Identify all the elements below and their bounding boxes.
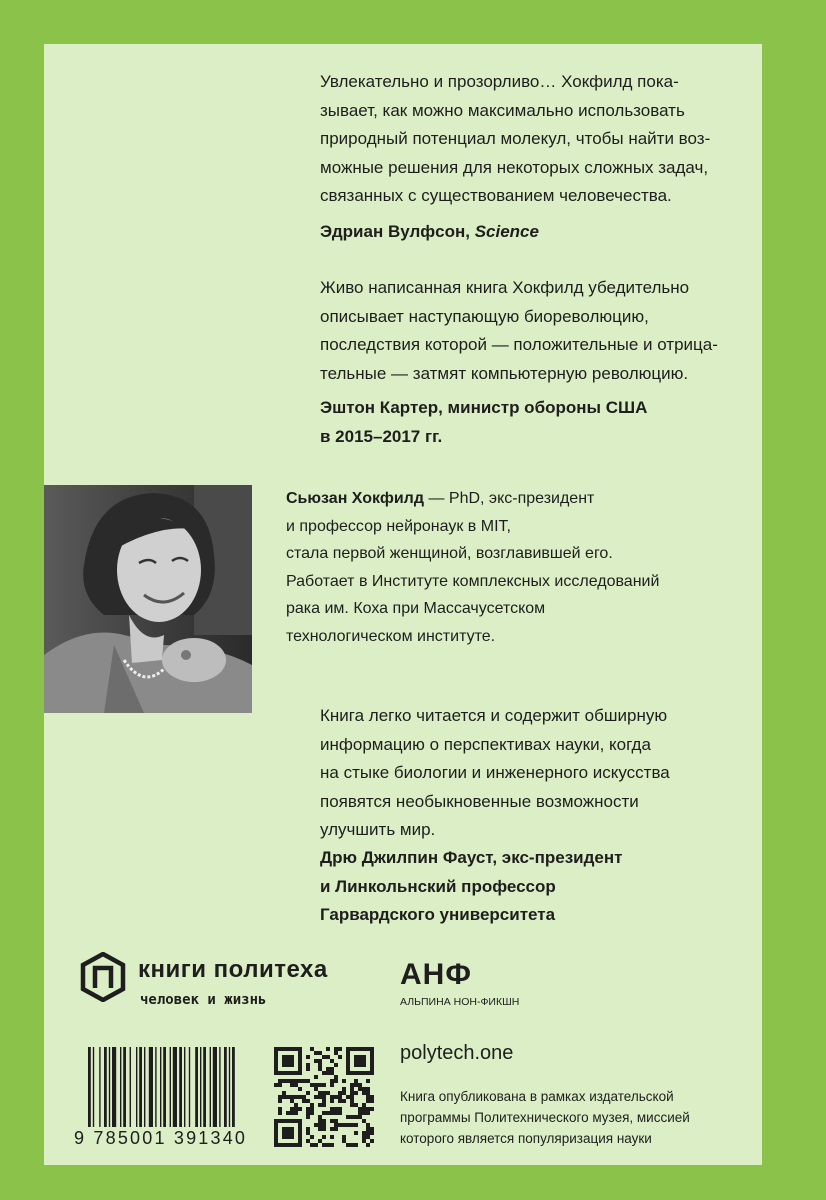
qr-module <box>326 1091 330 1095</box>
qr-module <box>334 1063 338 1067</box>
qr-module <box>314 1095 318 1099</box>
qr-module <box>294 1107 298 1111</box>
qr-module <box>366 1079 370 1083</box>
polytech-hexagon-icon <box>80 952 126 1002</box>
qr-module <box>370 1127 374 1131</box>
polytech-url[interactable]: polytech.one <box>400 1042 514 1064</box>
qr-module <box>362 1139 366 1143</box>
qr-module <box>358 1115 362 1119</box>
qr-module <box>338 1055 342 1059</box>
qr-module <box>294 1095 298 1099</box>
qr-module <box>354 1103 358 1107</box>
qr-module <box>322 1143 326 1147</box>
qr-module <box>294 1083 298 1087</box>
quote-1-line: Увлекательно и прозорливо… Хокфилд пока- <box>320 72 679 91</box>
qr-module <box>306 1067 310 1071</box>
qr-module <box>330 1083 334 1087</box>
qr-module <box>366 1111 370 1115</box>
qr-module <box>342 1079 346 1083</box>
qr-module <box>318 1067 322 1071</box>
barcode-bar <box>184 1047 185 1127</box>
author-photo <box>44 485 252 713</box>
barcode-bar <box>139 1047 142 1127</box>
barcode-bar <box>179 1047 182 1127</box>
qr-module <box>318 1115 322 1119</box>
qr-module <box>322 1119 326 1123</box>
qr-module <box>350 1099 354 1103</box>
qr-module <box>322 1095 326 1099</box>
barcode-bar <box>99 1047 100 1127</box>
quote-3 <box>320 702 760 845</box>
barcode-bar <box>229 1047 230 1127</box>
qr-module <box>338 1095 342 1099</box>
bio-first-line <box>286 485 756 513</box>
polytech-subtitle: человек и жизнь <box>140 992 267 1008</box>
barcode-bar <box>109 1047 110 1127</box>
qr-module <box>318 1123 322 1127</box>
bio-author-name: Сьюзан Хокфилд <box>286 490 424 507</box>
qr-module <box>366 1091 370 1095</box>
qr-module <box>354 1055 366 1067</box>
qr-module <box>318 1127 322 1131</box>
qr-module <box>366 1099 370 1103</box>
barcode-bar <box>144 1047 145 1127</box>
qr-module <box>294 1111 298 1115</box>
polytech-title: книги политеха <box>138 956 328 983</box>
qr-module <box>366 1143 370 1147</box>
qr-module <box>370 1099 374 1103</box>
bio-line: и профессор нейронаук в MIT, <box>286 517 511 535</box>
qr-module <box>366 1127 370 1131</box>
qr-module <box>326 1055 330 1059</box>
qr-module <box>326 1067 330 1071</box>
qr-module <box>330 1099 334 1103</box>
qr-module <box>346 1115 350 1119</box>
quote-3-line: на стыке биологии и инженерного искусства <box>320 763 670 783</box>
qr-module <box>354 1091 358 1095</box>
qr-module <box>350 1087 354 1091</box>
quote-2-author-line: Эштон Картер, министр обороны США <box>320 398 648 417</box>
qr-module <box>334 1111 338 1115</box>
qr-module <box>306 1107 310 1111</box>
qr-module <box>278 1099 282 1103</box>
qr-module <box>338 1111 342 1115</box>
qr-module <box>334 1123 338 1127</box>
quote-1 <box>320 68 760 211</box>
qr-module <box>370 1107 374 1111</box>
qr-module <box>278 1107 282 1111</box>
qr-module <box>334 1051 338 1055</box>
qr-module <box>342 1087 346 1091</box>
bio-first-line-rest: — PhD, экс-президент <box>424 490 595 507</box>
qr-module <box>354 1115 358 1119</box>
qr-module <box>354 1143 358 1147</box>
qr-module <box>318 1103 322 1107</box>
qr-module <box>342 1135 346 1139</box>
qr-module <box>282 1091 286 1095</box>
bio-line: стала первой женщиной, возглавившей его. <box>286 545 613 563</box>
bio-line: технологическом институте. <box>286 627 496 645</box>
qr-module <box>298 1095 302 1099</box>
qr-module <box>322 1083 326 1087</box>
qr-module <box>334 1119 338 1123</box>
qr-module <box>318 1095 322 1099</box>
barcode-bar <box>203 1047 206 1127</box>
qr-module <box>306 1079 310 1083</box>
quote-3-line: информацию о перспективах науки, когда <box>320 734 651 754</box>
quote-3-line: появятся необыкновенные возможности <box>320 791 639 811</box>
qr-module <box>306 1131 310 1135</box>
qr-module <box>342 1099 346 1103</box>
quote-3-author-line: Гарвардского университета <box>320 905 556 925</box>
qr-module <box>354 1079 358 1083</box>
qr-module <box>278 1095 282 1099</box>
qr-module <box>290 1079 294 1083</box>
qr-module <box>314 1143 318 1147</box>
qr-module <box>362 1131 366 1135</box>
bio-line: Работает в Институте комплексных исследований <box>286 572 660 590</box>
qr-module <box>286 1095 290 1099</box>
barcode-bar <box>200 1047 201 1127</box>
qr-module <box>282 1095 286 1099</box>
quote-3-author-line: Дрю Джилпин Фауст, экс-президент <box>320 848 623 867</box>
qr-module <box>354 1123 358 1127</box>
alpina-mark: АНФ <box>400 958 472 991</box>
qr-module <box>310 1143 314 1147</box>
qr-module <box>330 1127 334 1131</box>
qr-module <box>306 1099 310 1103</box>
qr-module <box>302 1099 306 1103</box>
qr-module <box>310 1083 314 1087</box>
qr-module <box>322 1123 326 1127</box>
qr-module <box>342 1091 346 1095</box>
barcode-bar <box>149 1047 153 1127</box>
qr-module <box>314 1083 318 1087</box>
qr-module <box>310 1103 314 1107</box>
qr-module <box>306 1111 310 1115</box>
qr-module <box>278 1083 282 1087</box>
qr-module <box>286 1079 290 1083</box>
qr-code[interactable] <box>274 1047 374 1147</box>
qr-module <box>318 1059 322 1063</box>
qr-module <box>334 1095 338 1099</box>
quote-1-author: Эдриан Вулфсон, <box>320 222 475 241</box>
qr-module <box>274 1083 278 1087</box>
qr-module <box>366 1087 370 1091</box>
qr-module <box>326 1143 330 1147</box>
qr-module <box>358 1111 362 1115</box>
barcode-bar <box>210 1047 211 1127</box>
qr-module <box>322 1055 326 1059</box>
qr-module <box>290 1083 294 1087</box>
qr-module <box>306 1127 310 1131</box>
barcode-bar <box>213 1047 217 1127</box>
barcode-bar <box>163 1047 166 1127</box>
barcode-bar <box>173 1047 177 1127</box>
quote-2-line: последствия которой — положительные и отрица- <box>320 335 718 355</box>
qr-module <box>338 1091 342 1095</box>
qr-module <box>362 1103 366 1107</box>
qr-module <box>302 1079 306 1083</box>
qr-module <box>338 1099 342 1103</box>
qr-module <box>330 1119 334 1123</box>
qr-module <box>314 1087 318 1091</box>
qr-module <box>290 1099 294 1103</box>
barcode-bar <box>93 1047 94 1127</box>
qr-module <box>338 1047 342 1051</box>
quote-2-line: Живо написанная книга Хокфилд убедительно <box>320 278 690 297</box>
quote-2-author-line: в 2015–2017 гг. <box>320 426 443 446</box>
qr-module <box>362 1135 366 1139</box>
barcode-bar <box>160 1047 161 1127</box>
qr-module <box>282 1127 294 1139</box>
qr-module <box>330 1079 334 1083</box>
qr-module <box>298 1107 302 1111</box>
qr-module <box>290 1107 294 1111</box>
qr-module <box>330 1143 334 1147</box>
barcode-bar <box>195 1047 198 1127</box>
qr-module <box>350 1143 354 1147</box>
barcode-bar <box>88 1047 91 1127</box>
alpina-name: АЛЬПИНА НОН-ФИКШН <box>400 996 520 1008</box>
barcode-bar <box>123 1047 126 1127</box>
qr-module <box>314 1075 318 1079</box>
qr-module <box>358 1083 362 1087</box>
qr-module <box>362 1091 366 1095</box>
qr-module <box>362 1119 366 1123</box>
qr-module <box>310 1107 314 1111</box>
quote-3-author-line: и Линкольнский профессор <box>320 876 556 896</box>
isbn-barcode <box>88 1047 284 1127</box>
qr-module <box>354 1083 358 1087</box>
qr-module <box>366 1123 370 1127</box>
qr-module <box>278 1111 282 1115</box>
quote-1-line: можные решения для некоторых сложных задач, <box>320 157 709 177</box>
qr-module <box>298 1079 302 1083</box>
qr-module <box>318 1139 322 1143</box>
qr-module <box>302 1095 306 1099</box>
barcode-bar <box>120 1047 121 1127</box>
barcode-bar <box>104 1047 107 1127</box>
qr-module <box>310 1135 314 1139</box>
qr-module <box>282 1055 294 1067</box>
author-bio <box>286 485 756 651</box>
qr-module <box>330 1095 334 1099</box>
quote-1-line: связанных с существованием человечества. <box>320 186 672 206</box>
qr-module <box>350 1083 354 1087</box>
qr-module <box>330 1111 334 1115</box>
barcode-bar <box>219 1047 220 1127</box>
qr-module <box>326 1047 330 1051</box>
barcode-bar <box>136 1047 137 1127</box>
qr-module <box>326 1111 330 1115</box>
qr-module <box>290 1095 294 1099</box>
qr-module <box>338 1123 342 1127</box>
qr-module <box>310 1047 314 1051</box>
qr-module <box>322 1111 326 1115</box>
alpina-logo <box>400 960 519 1008</box>
quote-1-attribution <box>320 218 539 247</box>
qr-module <box>322 1135 326 1139</box>
qr-module <box>366 1107 370 1111</box>
qr-module <box>290 1111 294 1115</box>
qr-module <box>362 1111 366 1115</box>
quote-3-line: улучшить мир. <box>320 820 436 840</box>
qr-module <box>370 1095 374 1099</box>
qr-module <box>314 1123 318 1127</box>
publication-note-line: программы Политехнического музея, миссией <box>400 1110 690 1125</box>
qr-module <box>330 1107 334 1111</box>
qr-module <box>346 1143 350 1147</box>
qr-module <box>306 1139 310 1143</box>
quote-1-source: Science <box>474 222 539 241</box>
quote-2-attribution <box>320 394 647 451</box>
qr-module <box>294 1103 298 1107</box>
barcode-bar <box>232 1047 235 1127</box>
qr-module <box>334 1107 338 1111</box>
qr-module <box>366 1135 370 1139</box>
barcode-bar <box>155 1047 156 1127</box>
qr-module <box>346 1123 350 1127</box>
qr-module <box>318 1091 322 1095</box>
quote-2 <box>320 274 760 388</box>
qr-module <box>334 1075 338 1079</box>
qr-module <box>322 1071 326 1075</box>
qr-module <box>370 1131 374 1135</box>
qr-module <box>350 1091 354 1095</box>
qr-module <box>350 1103 354 1107</box>
qr-module <box>330 1135 334 1139</box>
qr-module <box>334 1047 338 1051</box>
qr-module <box>338 1107 342 1111</box>
qr-module <box>314 1059 318 1063</box>
publication-note-line: Книга опубликована в рамках издательской <box>400 1089 674 1104</box>
quote-1-line: природный потенциал молекул, чтобы найти воз- <box>320 129 711 149</box>
qr-module <box>298 1087 302 1091</box>
qr-module <box>334 1127 338 1131</box>
qr-module <box>314 1051 318 1055</box>
barcode-bar <box>112 1047 116 1127</box>
qr-module <box>322 1091 326 1095</box>
qr-module <box>342 1123 346 1127</box>
quote-3-attribution <box>320 844 622 930</box>
qr-module <box>322 1103 326 1107</box>
qr-module <box>306 1063 310 1067</box>
qr-module <box>306 1091 310 1095</box>
qr-module <box>318 1051 322 1055</box>
qr-module <box>326 1071 330 1075</box>
qr-module <box>322 1099 326 1103</box>
publication-note <box>400 1086 730 1149</box>
qr-module <box>370 1139 374 1143</box>
qr-module <box>282 1079 286 1083</box>
qr-module <box>322 1127 326 1131</box>
qr-module <box>330 1059 334 1063</box>
qr-module <box>354 1131 358 1135</box>
qr-module <box>294 1079 298 1083</box>
quote-2-line: описывает наступающую биореволюцию, <box>320 306 649 326</box>
qr-module <box>350 1115 354 1119</box>
back-cover-panel <box>44 44 762 1165</box>
quote-2-line: тельные — затмят компьютерную революцию. <box>320 363 689 383</box>
qr-module <box>366 1131 370 1135</box>
qr-module <box>358 1087 362 1091</box>
qr-module <box>306 1055 310 1059</box>
qr-module <box>306 1115 310 1119</box>
qr-module <box>358 1107 362 1111</box>
qr-module <box>362 1087 366 1091</box>
quote-1-line: зывает, как можно максимально использовать <box>320 100 685 120</box>
qr-module <box>330 1067 334 1071</box>
qr-module <box>286 1111 290 1115</box>
qr-module <box>366 1095 370 1099</box>
publication-note-line: которого является популяризация науки <box>400 1131 652 1146</box>
isbn-number: 9 785001 391340 <box>74 1128 248 1148</box>
qr-module <box>330 1071 334 1075</box>
qr-module <box>350 1095 354 1099</box>
barcode-bar <box>170 1047 171 1127</box>
quote-3-line: Книга легко читается и содержит обширную <box>320 706 668 725</box>
qr-module <box>334 1079 338 1083</box>
qr-module <box>318 1119 322 1123</box>
qr-module <box>318 1063 322 1067</box>
qr-module <box>310 1111 314 1115</box>
qr-module <box>278 1079 282 1083</box>
qr-module <box>362 1107 366 1111</box>
barcode-bar <box>189 1047 190 1127</box>
barcode-bar <box>130 1047 131 1127</box>
qr-module <box>342 1139 346 1143</box>
qr-module <box>318 1083 322 1087</box>
qr-module <box>350 1123 354 1127</box>
bio-line: рака им. Коха при Массачусетском <box>286 600 546 618</box>
qr-module <box>346 1095 350 1099</box>
barcode-bar <box>224 1047 227 1127</box>
